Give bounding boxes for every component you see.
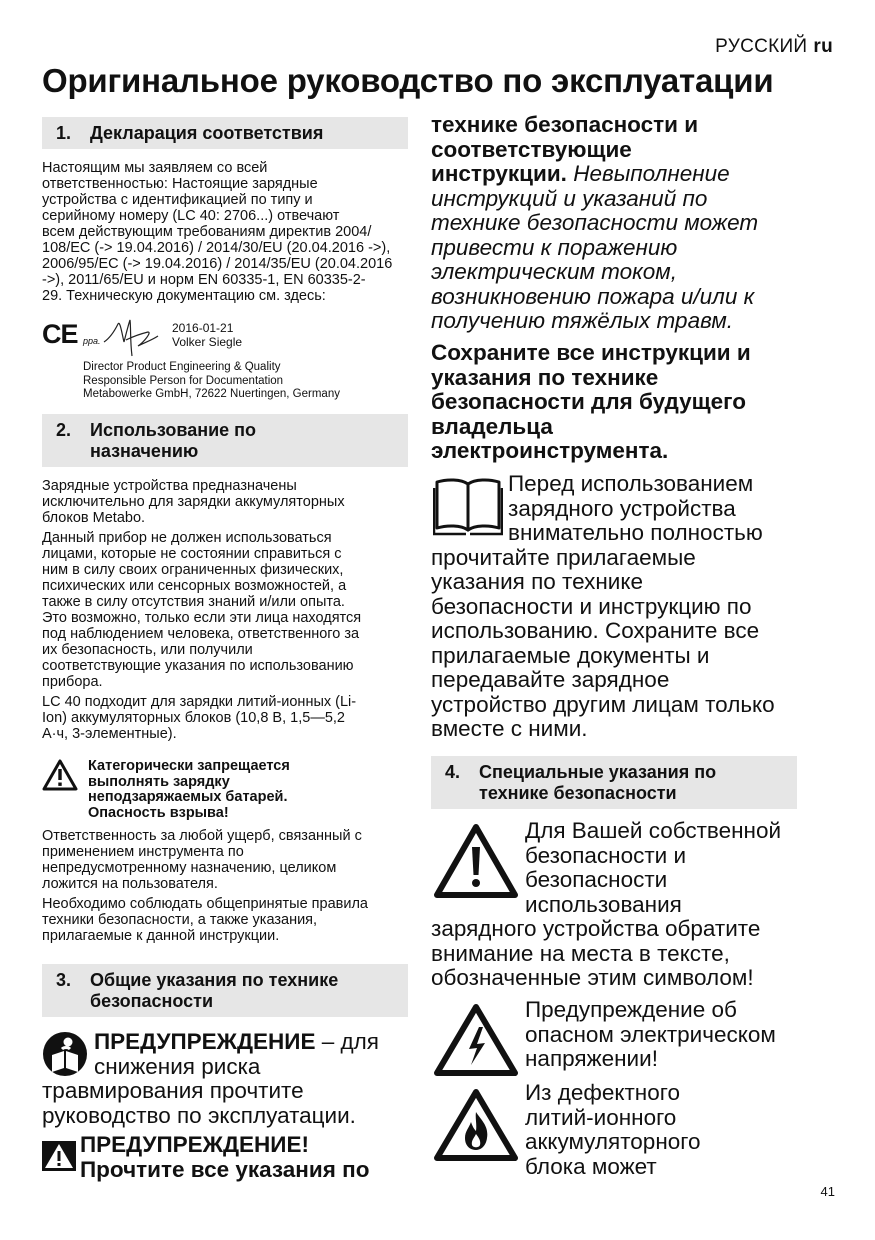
- fire-hazard-icon: [433, 1088, 519, 1164]
- line: Зарядные устройства предназначены: [42, 478, 297, 494]
- text-line: Из дефектного: [525, 1080, 680, 1105]
- text-line: внимательно полностью: [508, 520, 763, 545]
- line: Необходимо соблюдать общепринятые правила: [42, 896, 368, 912]
- text-line: зарядного устройства обратите: [431, 916, 761, 941]
- warning-line: неподзаряжаемых батарей.: [88, 789, 288, 805]
- section-title-line: Общие указания по технике: [90, 970, 339, 990]
- line: ложится на пользователя.: [42, 876, 218, 892]
- line: Это возможно, только если эти лица находятся: [42, 610, 362, 626]
- role-line: Metabowerke GmbH, 72622 Nuertingen, Germany: [83, 388, 340, 400]
- text-line: возникновению пожара и/или к: [431, 283, 755, 309]
- electric-hazard-icon: [433, 1003, 519, 1079]
- section-number: 2.: [56, 420, 72, 440]
- text-line: передавайте зарядное: [431, 667, 670, 692]
- text-line: безопасности: [525, 867, 668, 892]
- declaration-line: всем действующим требованиям директив 2004/: [42, 224, 372, 240]
- declaration-text: [42, 160, 412, 304]
- text-line: безопасности и инструкцию по: [431, 593, 752, 619]
- text-line: внимание на места в тексте,: [431, 940, 730, 966]
- voltage-warning-text: [525, 998, 835, 1072]
- section-3-header: [42, 964, 408, 1017]
- text-line: вместе с ними.: [431, 716, 588, 741]
- paragraph: [42, 694, 414, 742]
- declaration-line: устройства с идентификацией по типу и: [42, 192, 313, 208]
- fire-warning-text: [525, 1081, 835, 1179]
- section-number: 3.: [56, 970, 72, 990]
- line: Ion) аккумуляторных блоков (10,8 В, 1,5—5,2: [42, 710, 345, 726]
- paragraph: [42, 896, 414, 944]
- line: А·ч, 3-элементные).: [42, 726, 177, 742]
- text-line: напряжении!: [525, 1046, 658, 1071]
- section-number: 1.: [56, 123, 72, 143]
- warning-line: снижения риска: [94, 1053, 261, 1079]
- signature-date: 2016-01-21: [172, 321, 234, 335]
- text-line: прочитайте прилагаемые: [431, 544, 696, 570]
- line: Ответственность за любой ущерб, связанный с: [42, 828, 362, 844]
- ce-mark: CE: [42, 319, 78, 349]
- text-line: Предупреждение об: [525, 997, 737, 1022]
- line: прибора.: [42, 674, 103, 690]
- text-line: электрическим током,: [431, 259, 677, 284]
- warning-box-icon: [42, 1141, 76, 1171]
- line: техники безопасности, а также указания,: [42, 912, 318, 928]
- text-line: соответствующие: [431, 136, 632, 162]
- warning-line: руководство по эксплуатации.: [42, 1102, 356, 1128]
- section-title-line: Специальные указания по: [479, 762, 717, 782]
- text-line: электроинструмента.: [431, 438, 669, 463]
- section-title: Декларация соответствия: [90, 123, 324, 143]
- line: непредусмотренному назначению, целиком: [42, 860, 337, 876]
- text-line: блока может: [525, 1153, 657, 1179]
- text-line: литий-ионного: [525, 1104, 677, 1130]
- keep-instructions: [431, 341, 831, 464]
- warning-line: Прочтите все указания по: [80, 1156, 370, 1182]
- text-line: Невыполнение: [566, 161, 730, 186]
- read-instructions-text: [431, 472, 836, 742]
- safety-continuation: [431, 113, 831, 334]
- text-line: Перед использованием: [508, 471, 754, 496]
- role-line: Director Product Engineering & Quality: [83, 361, 281, 373]
- line: исключительно для зарядки аккумуляторных: [42, 494, 345, 510]
- signature-block: [172, 321, 242, 349]
- line: прилагаемые к данной инструкции.: [42, 928, 280, 944]
- warning-label: ПРЕДУПРЕЖДЕНИЕ: [94, 1029, 316, 1054]
- liability-text: [42, 828, 414, 948]
- warning-line: ПРЕДУПРЕЖДЕНИЕ!: [80, 1132, 309, 1157]
- text-line: прилагаемые документы и: [431, 642, 710, 668]
- line: блоков Metabo.: [42, 510, 146, 526]
- line: соответствующие указания по использованию: [42, 658, 354, 674]
- paragraph: [42, 478, 414, 526]
- warning-triangle-icon: [42, 759, 78, 791]
- line: лицами, которые не состоянии справиться с: [42, 546, 342, 562]
- line: психических или сенсорных возможностей, а: [42, 578, 347, 594]
- line: также в силу отсутствия знаний и/или опыта.: [42, 594, 345, 610]
- warning-line: выполнять зарядку: [88, 773, 230, 790]
- text-line: владельца: [431, 413, 553, 439]
- language-code: ru: [813, 36, 833, 57]
- text-line: привести к поражению: [431, 234, 678, 260]
- text-line: технике безопасности и: [431, 112, 699, 137]
- section-title-line: Использование по: [90, 420, 257, 440]
- line: под наблюдением человека, ответственного за: [42, 626, 360, 642]
- signatory-role: [83, 361, 340, 402]
- line: LC 40 подходит для зарядки литий-ионных (Li-: [42, 694, 357, 710]
- text-line: указания по технике: [431, 364, 659, 390]
- warning-line: травмирования прочтите: [42, 1078, 304, 1103]
- text-line: опасном электрическом: [525, 1021, 776, 1047]
- text-line: зарядного устройства: [508, 495, 736, 521]
- section-1-header: [42, 117, 408, 149]
- page-number: 41: [820, 1184, 835, 1199]
- text-line: указания по технике: [431, 569, 643, 594]
- declaration-line: ответственностью: Настоящие зарядные: [42, 176, 318, 192]
- text-line: технике безопасности может: [431, 210, 759, 235]
- text-line: Для Вашей собственной: [525, 818, 782, 843]
- declaration-line: ->), 2011/65/EU и норм EN 60335-1, EN 60335-2-: [42, 272, 366, 288]
- declaration-line: 108/EC (-> 19.04.2016) / 2014/30/EU (20.04.2016 ->),: [42, 240, 391, 256]
- text-line: обозначенные этим символом!: [431, 965, 754, 990]
- language-name: РУССКИЙ: [715, 36, 808, 57]
- text-line: использованию. Сохраните все: [431, 618, 760, 643]
- section-number: 4.: [445, 762, 461, 782]
- text-line: инструкции.: [431, 161, 567, 186]
- signature-prefix: ppa.: [83, 336, 101, 346]
- declaration-line: Настоящим мы заявляем со всей: [42, 160, 268, 176]
- paragraph: [42, 828, 414, 892]
- warning-line: Категорически запрещается: [88, 758, 290, 774]
- text-line: аккумуляторного: [525, 1129, 701, 1154]
- line: их безопасность, или получили: [42, 642, 253, 658]
- text-line: безопасности и: [525, 842, 687, 868]
- section-2-header: [42, 414, 408, 467]
- line: Данный прибор не должен использоваться: [42, 530, 332, 546]
- text-line: устройство другим лицам только: [431, 691, 775, 717]
- signature-name: Volker Siegle: [172, 335, 243, 349]
- text-line: Сохраните все инструкции и: [431, 340, 751, 365]
- declaration-line: 29. Техническую документацию см. здесь:: [42, 288, 326, 304]
- text-line: использования: [525, 891, 682, 917]
- section-4-header: [431, 756, 797, 809]
- section-title-line: технике безопасности: [479, 783, 677, 803]
- line: ним в силу своих ограниченных физических,: [42, 562, 344, 578]
- paragraph: [42, 530, 414, 690]
- declaration-line: 2006/95/EC (-> 19.04.2016) / 2014/35/EU (20.04.2016: [42, 256, 393, 272]
- explosion-warning: [88, 759, 290, 821]
- section-title-line: безопасности: [90, 991, 214, 1011]
- language-label: [715, 36, 833, 58]
- section-title-line: назначению: [90, 441, 199, 461]
- line: применением инструмента по: [42, 844, 244, 860]
- warning-read-manual: [42, 1030, 417, 1128]
- intended-use-text: [42, 478, 414, 746]
- text-line: получению тяжёлых травм.: [431, 308, 734, 333]
- warning-text: – для: [315, 1029, 379, 1054]
- role-line: Responsible Person for Documentation: [83, 374, 284, 387]
- declaration-line: серийному номеру (LC 40: 2706...) отвечают: [42, 208, 340, 224]
- warning-line: Опасность взрыва!: [88, 804, 229, 821]
- page-title: Оригинальное руководство по эксплуатации: [42, 62, 774, 99]
- text-line: безопасности для будущего: [431, 389, 746, 414]
- special-safety-text: [431, 819, 836, 991]
- warning-read-all: [80, 1133, 369, 1182]
- signature-image: [100, 312, 162, 360]
- text-line: инструкций и указаний по: [431, 185, 708, 211]
